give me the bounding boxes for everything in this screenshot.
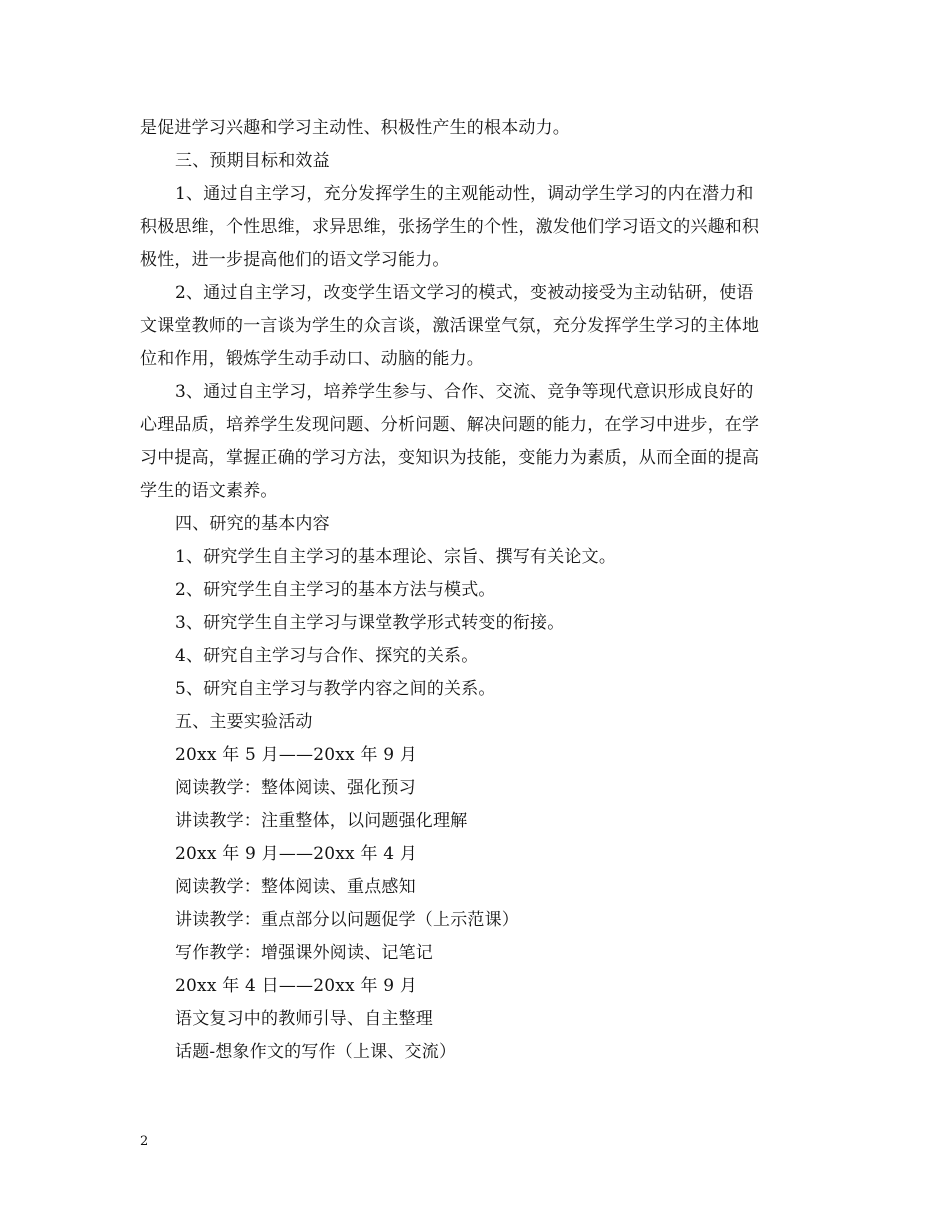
body-line: 积极思维，个性思维，求异思维，张扬学生的个性，激发他们学习语文的兴趣和积 [140,217,760,237]
date-range: 20xx 年 5 月——20xx 年 9 月 [175,745,418,765]
section-heading-research-content: 四、研究的基本内容 [175,514,330,534]
body-line: 学生的语文素养。 [140,481,278,501]
body-line: 文课堂教师的一言谈为学生的众言谈，激活课堂气氛，充分发挥学生学习的主体地 [140,316,760,336]
body-line: 习中提高，掌握正确的学习方法，变知识为技能，变能力为素质，从而全面的提高 [140,448,760,468]
activity-item: 阅读教学：整体阅读、强化预习 [175,778,416,798]
activity-item: 讲读教学：注重整体，以问题强化理解 [175,811,468,831]
section-heading-main-activities: 五、主要实验活动 [175,712,313,732]
body-line: 极性，进一步提高他们的语文学习能力。 [140,250,450,270]
section-heading-expected-goals: 三、预期目标和效益 [175,151,330,171]
date-range: 20xx 年 4 日——20xx 年 9 月 [175,976,418,996]
body-line: 3、通过自主学习，培养学生参与、合作、交流、竞争等现代意识形成良好的 [175,382,754,402]
page-number: 2 [140,1134,149,1149]
list-item: 4、研究自主学习与合作、探究的关系。 [175,646,479,666]
list-item: 1、研究学生自主学习的基本理论、宗旨、撰写有关论文。 [175,547,617,567]
list-item: 2、研究学生自主学习的基本方法与模式。 [175,580,496,600]
body-line: 心理品质，培养学生发现问题、分析问题、解决问题的能力，在学习中进步，在学 [140,415,760,435]
list-item: 5、研究自主学习与教学内容之间的关系。 [175,679,496,699]
activity-item: 语文复习中的教师引导、自主整理 [175,1009,433,1029]
document-body [140,112,810,1069]
activity-item: 讲读教学：重点部分以问题促学（上示范课） [175,910,519,930]
list-item: 3、研究学生自主学习与课堂教学形式转变的衔接。 [175,613,565,633]
activity-item: 阅读教学：整体阅读、重点感知 [175,877,416,897]
activity-item: 写作教学：增强课外阅读、记笔记 [175,943,433,963]
activity-item: 话题-想象作文的写作（上课、交流） [175,1042,457,1062]
body-line: 是促进学习兴趣和学习主动性、积极性产生的根本动力。 [140,118,570,138]
body-line: 位和作用，锻炼学生动手动口、动脑的能力。 [140,349,484,369]
date-range: 20xx 年 9 月——20xx 年 4 月 [175,844,418,864]
body-line: 2、通过自主学习，改变学生语文学习的模式，变被动接受为主动钻研，使语 [175,283,754,303]
body-line: 1、通过自主学习，充分发挥学生的主观能动性，调动学生学习的内在潜力和 [175,184,754,204]
